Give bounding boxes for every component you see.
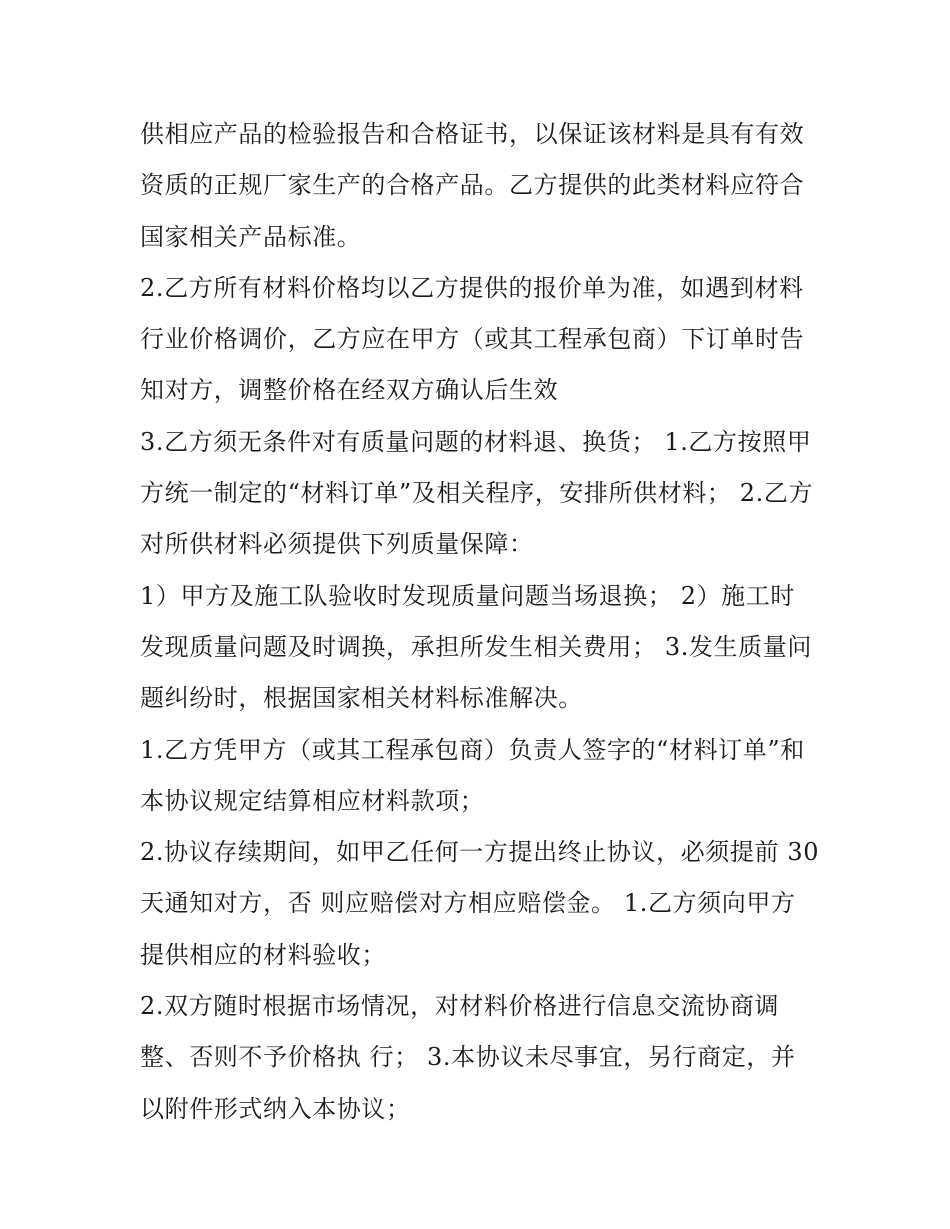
- text-line: 对所供材料必须提供下列质量保障：: [140, 530, 534, 559]
- text-line: 提供相应的材料验收；: [140, 940, 386, 969]
- text-line: 方统一制定的“材料订单”及相关程序，安排所供材料； 2.乙方: [140, 479, 814, 508]
- text-line: 以附件形式纳入本协议；: [140, 1094, 411, 1123]
- text-line: 2.双方随时根据市场情况，对材料价格进行信息交流协商调: [140, 992, 780, 1021]
- text-line: 3.乙方须无条件对有质量问题的材料退、换货； 1.乙方按照甲: [140, 427, 812, 456]
- text-line: 知对方，调整价格在经双方确认后生效: [140, 376, 559, 405]
- text-line: 发现质量问题及时调换，承担所发生相关费用； 3.发生质量问: [140, 632, 812, 661]
- text-line: 整、否则不予价格执 行； 3.本协议未尽事宜，另行商定，并: [140, 1043, 796, 1072]
- text-line: 行业价格调价，乙方应在甲方（或其工程承包商）下订单时告: [140, 325, 805, 354]
- text-line: 本协议规定结算相应材料款项；: [140, 786, 485, 815]
- text-line: 2.乙方所有材料价格均以乙方提供的报价单为准，如遇到材料: [140, 273, 804, 302]
- text-line: 天通知对方，否 则应赔偿对方相应赔偿金。 1.乙方须向甲方: [140, 889, 796, 918]
- text-line: 供相应产品的检验报告和合格证书，以保证该材料是具有有效: [140, 120, 805, 148]
- text-line: 1）甲方及施工队验收时发现质量问题当场退换； 2）施工时: [140, 581, 795, 610]
- text-line: 1.乙方凭甲方（或其工程承包商）负责人签字的“材料订单”和: [140, 735, 805, 764]
- text-line: 国家相关产品标准。: [140, 222, 362, 251]
- text-line: 题纠纷时，根据国家相关材料标准解决。: [140, 684, 583, 713]
- text-line: 资质的正规厂家生产的合格产品。乙方提供的此类材料应符合: [140, 171, 805, 200]
- text-line: 2.协议存续期间，如甲乙任何一方提出终止协议，必须提前 30: [140, 838, 820, 867]
